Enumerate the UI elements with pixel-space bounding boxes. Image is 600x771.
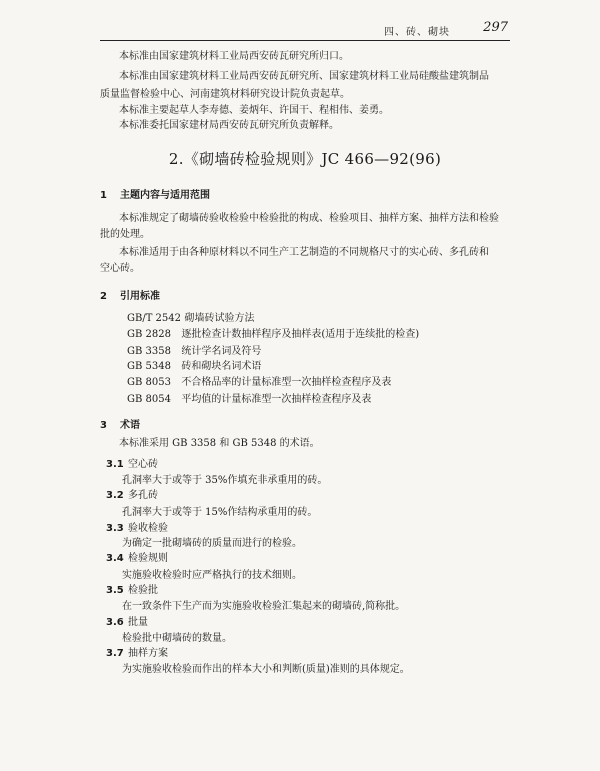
reference-code: GB 5348 (127, 361, 171, 372)
reference-title: 砌墙砖试验方法 (184, 313, 255, 324)
term-number: 3.2 (106, 490, 124, 501)
intro-line-5: 本标准委托国家建材局西安砖瓦研究所负责解释。 (119, 120, 339, 131)
reference-title: 平均值的计量标准型一次抽样检查程序及表 (181, 394, 372, 405)
intro-line-2: 本标准由国家建筑材料工业局西安砖瓦研究所、国家建筑材料工业局硅酸盐建筑制品 (119, 71, 489, 82)
section-1-line-2: 批的处理。 (100, 229, 150, 240)
reference-code: GB/T 2542 (127, 313, 182, 324)
intro-line-4: 本标准主要起草人李寿德、姜炳年、许国干、程相伟、姜勇。 (119, 105, 389, 116)
term-heading (106, 486, 158, 501)
reference-item (127, 376, 391, 390)
term-definition: 检验批中砌墙砖的数量。 (122, 633, 232, 644)
reference-item (127, 328, 419, 342)
reference-code: GB 8053 (127, 377, 171, 388)
reference-title: 统计学名词及符号 (181, 346, 262, 357)
term-heading (106, 549, 168, 564)
section-2-number: 2 (100, 291, 107, 302)
page-number: 297 (483, 20, 508, 35)
term-number: 3.3 (106, 523, 124, 534)
reference-item (127, 393, 371, 407)
section-3-heading (100, 416, 140, 431)
term-definition: 孔洞率大于或等于 35%作填充非承重用的砖。 (122, 475, 328, 486)
term-name: 检验规则 (128, 553, 168, 564)
section-1-line-4: 空心砖。 (100, 263, 140, 274)
term-name: 空心砖 (128, 459, 158, 470)
term-name: 验收检验 (128, 523, 168, 534)
reference-title: 不合格品率的计量标准型一次抽样检查程序及表 (181, 377, 392, 388)
term-heading (106, 613, 148, 628)
section-1-line-1: 本标准规定了砌墙砖验收检验中检验批的构成、检验项目、抽样方案、抽样方法和检验 (119, 213, 499, 224)
intro-line-3: 质量监督检验中心、河南建筑材料研究设计院负责起草。 (100, 89, 350, 100)
term-number: 3.1 (106, 459, 124, 470)
section-1-number: 1 (100, 190, 107, 201)
term-name: 多孔砖 (128, 490, 158, 501)
term-number: 3.4 (106, 553, 124, 564)
section-1-line-3: 本标准适用于由各种原材料以不同生产工艺制造的不同规格尺寸的实心砖、多孔砖和 (119, 247, 489, 258)
reference-code: GB 3358 (127, 346, 171, 357)
section-2-heading (100, 287, 160, 302)
term-name: 检验批 (128, 585, 158, 596)
term-name: 批量 (128, 617, 148, 628)
standard-title: 2.《砌墙砖检验规则》JC 466—92(96) (168, 150, 442, 168)
term-number: 3.5 (106, 585, 124, 596)
term-heading (106, 581, 158, 596)
section-3-intro: 本标准采用 GB 3358 和 GB 5348 的术语。 (119, 438, 320, 449)
term-number: 3.7 (106, 648, 124, 659)
term-number: 3.6 (106, 617, 124, 628)
reference-title: 逐批检查计数抽样程序及抽样表(适用于连续批的检查) (181, 329, 420, 340)
term-heading (106, 644, 168, 659)
term-definition: 在一致条件下生产而为实施验收检验汇集起来的砌墙砖,简称批。 (122, 601, 406, 612)
reference-item (127, 312, 255, 326)
section-1-heading (100, 186, 210, 201)
term-definition: 实施验收检验时应严格执行的技术细则。 (122, 570, 302, 581)
section-3-number: 3 (100, 420, 107, 431)
reference-code: GB 2828 (127, 329, 171, 340)
reference-code: GB 8054 (127, 394, 171, 405)
term-heading (106, 519, 168, 534)
term-definition: 为实施验收检验而作出的样本大小和判断(质量)准则的具体规定。 (122, 664, 410, 675)
intro-line-1: 本标准由国家建筑材料工业局西安砖瓦研究所归口。 (119, 51, 349, 62)
reference-title: 砖和砌块名词术语 (181, 361, 262, 372)
reference-item (127, 345, 261, 359)
header-section-title: 四、砖、砌块 (384, 27, 450, 38)
section-1-title: 主题内容与适用范围 (120, 190, 210, 201)
term-name: 抽样方案 (128, 648, 168, 659)
section-3-title: 术语 (120, 420, 140, 431)
term-definition: 孔洞率大于或等于 15%作结构承重用的砖。 (122, 507, 318, 518)
section-2-title: 引用标准 (120, 291, 160, 302)
running-header (100, 18, 510, 41)
term-definition: 为确定一批砌墙砖的质量而进行的检验。 (122, 538, 302, 549)
term-heading (106, 455, 158, 470)
reference-item (127, 360, 261, 374)
